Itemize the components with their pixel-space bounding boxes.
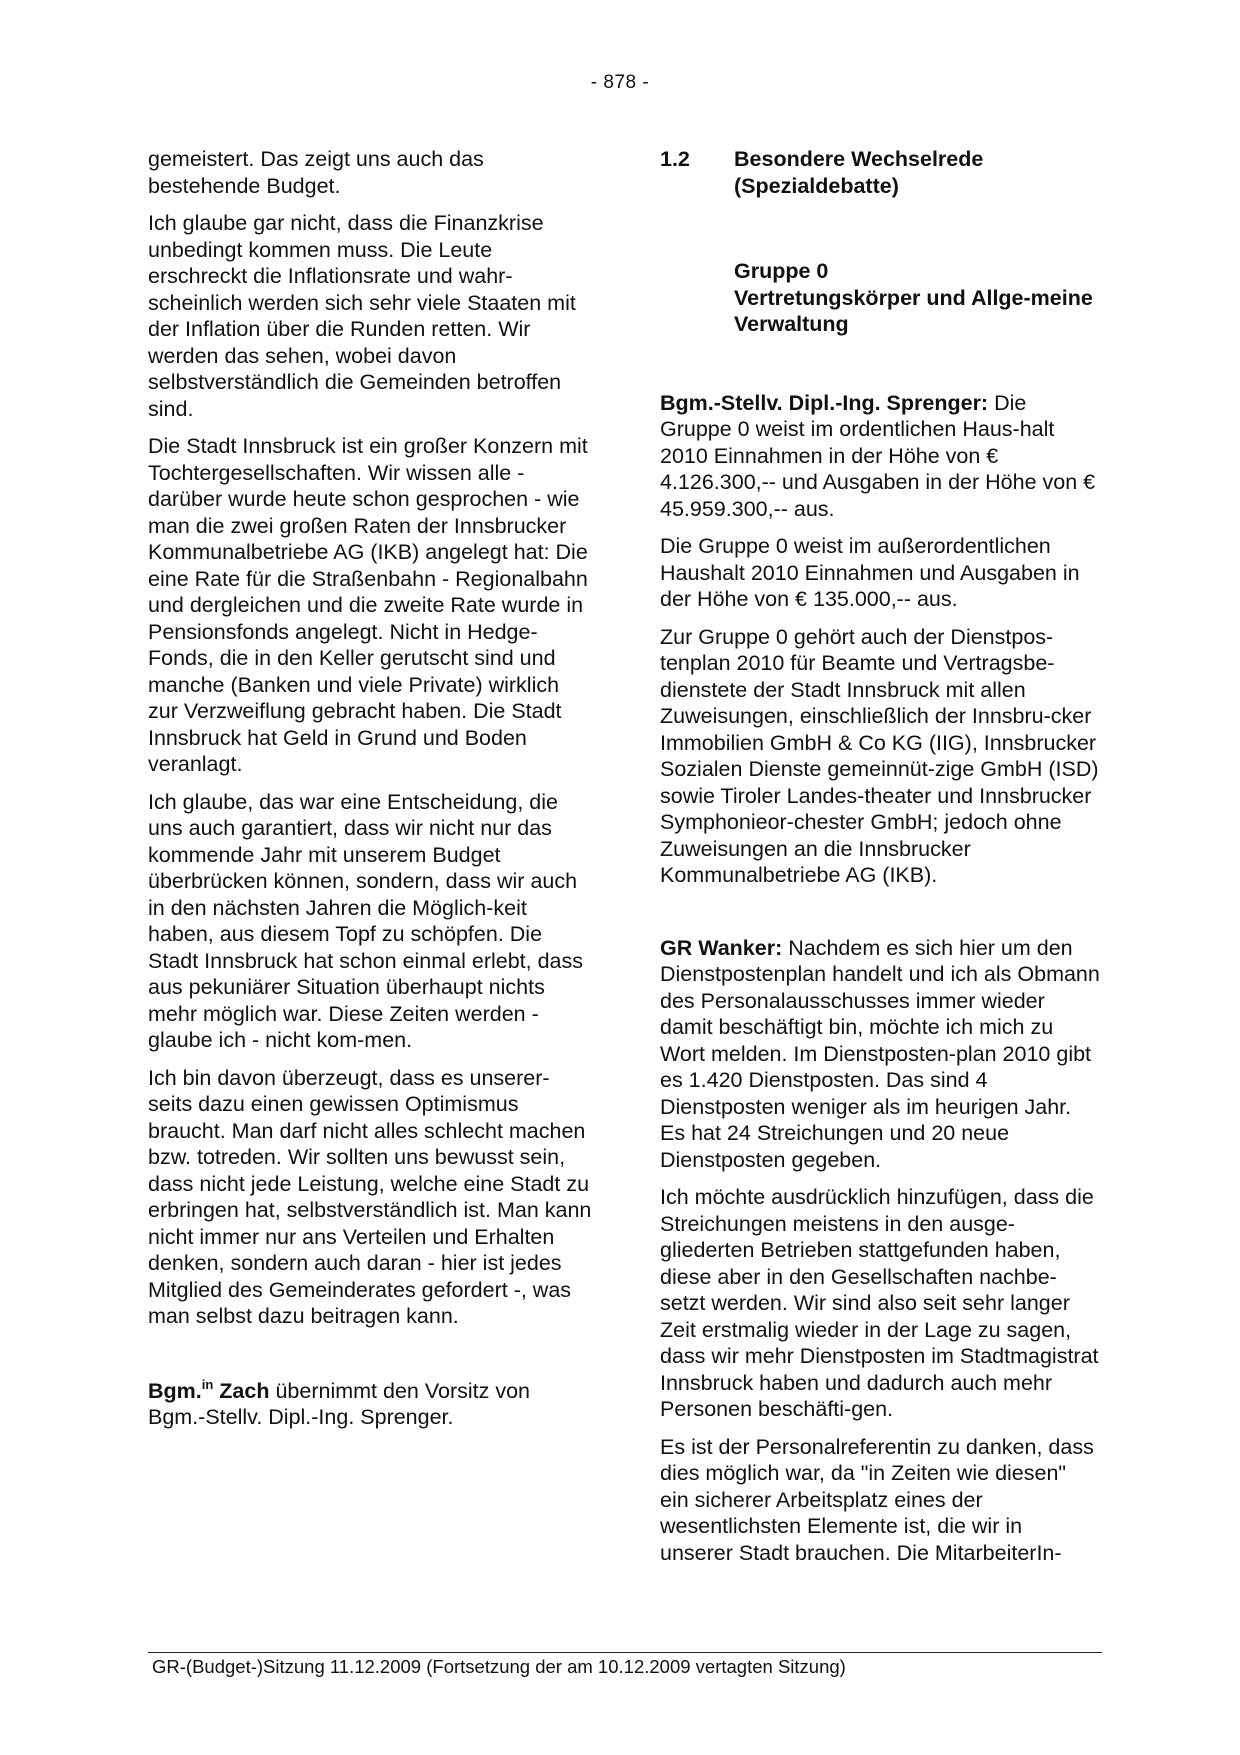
group-heading <box>734 258 1100 338</box>
superscript-in: in <box>201 1376 214 1392</box>
group-subtitle: Vertretungskörper und Allge-meine Verwaltung <box>734 285 1093 336</box>
speaker-label: GR Wanker: <box>660 935 783 960</box>
right-column <box>660 146 1100 1577</box>
chair-note-text: übernimmt den Vorsitz von Bgm.-Stellv. Dipl.-Ing. Sprenger. <box>148 1378 530 1429</box>
paragraph: Ich möchte ausdrücklich hinzufügen, dass die Streichungen meistens in den ausge-gliederten Betrieben stattgefunden haben, diese aber in den Gesellschaften nachbe-setzt werden. Wir sind also seit sehr langer Zeit erstmalig wieder in der Lage zu sagen, dass wir mehr Dienstposten im Stadtmagistrat Innsbruck haben und dadurch auch mehr Personen beschäfti-gen. <box>660 1185 1099 1421</box>
footer-text: GR-(Budget-)Sitzung 11.12.2009 (Fortsetzung der am 10.12.2009 vertagten Sitzung) <box>152 1656 846 1677</box>
paragraph: Es ist der Personalreferentin zu danken, dass dies möglich war, da "in Zeiten wie diesen" ein sicherer Arbeitsplatz eines der wesentlichsten Elemente ist, die wir in unserer Stadt brauchen. Die MitarbeiterIn- <box>660 1434 1094 1565</box>
speech-wanker: GR Wanker: Nachdem es sich hier um den Dienstpostenplan handelt und ich als Obmann des Personalausschusses immer wieder damit beschäftigt bin, möchte ich mich zu Wort melden. Im Dienstposten-plan 2010 gibt es 1.420 Dienstposten. Das sind 4 Dienstposten weniger als im heurigen Jahr. Es hat 24 Streichungen und 20 neue Dienstposten gegeben. <box>660 935 1100 1172</box>
group-title: Gruppe 0 <box>734 259 829 283</box>
speaker-label: Bgm.$^{in}$ Zach <box>148 1376 270 1403</box>
footer-divider <box>148 1652 1102 1653</box>
page-number: - 878 - <box>590 72 650 93</box>
paragraph: gemeistert. Das zeigt uns auch das bestehende Budget. <box>148 147 484 198</box>
paragraph: Ich glaube gar nicht, dass die Finanzkrise unbedingt kommen muss. Die Leute erschreckt die Inflationsrate und wahr-scheinlich werden sich sehr viele Staaten mit der Inflation über die Runden retten. Wir werden das sehen, wobei davon selbstverständlich die Gemeinden betroffen sind. <box>148 211 576 421</box>
chair-change-note <box>148 1378 593 1431</box>
speaker-label: Bgm.-Stellv. Dipl.-Ing. Sprenger: <box>660 390 989 415</box>
paragraph: Ich glaube, das war eine Entscheidung, die uns auch garantiert, dass wir nicht nur das kommende Jahr mit unserem Budget überbrücken können, sondern, dass wir auch in den nächsten Jahren die Möglich-keit haben, aus diesem Topf zu schöpfen. Die Stadt Innsbruck hat schon einmal erlebt, dass aus pekuniärer Situation überhaupt nichts mehr möglich war. Diese Zeiten werden - glaube ich - nicht kom-men. <box>148 789 584 1052</box>
paragraph: Die Gruppe 0 weist im außerordentlichen Haushalt 2010 Einnahmen und Ausgaben in der Höhe von € 135.000,-- aus. <box>660 534 1080 611</box>
left-column <box>148 146 593 1442</box>
paragraph: Die Stadt Innsbruck ist ein großer Konzern mit Tochtergesellschaften. Wir wissen alle - darüber wurde heute schon gesprochen - wie man die zwei großen Raten der Innsbrucker Kommunalbetriebe AG (IKB) angelegt hat: Die eine Rate für die Straßenbahn - Regionalbahn und dergleichen und die zweite Rate wurde in Pensionsfonds angelegt. Nicht in Hedge-Fonds, die in den Keller gerutscht sind und manche (Banken und viele Private) wirklich zur Verzweiflung gebracht haben. Die Stadt Innsbruck hat Geld in Grund und Boden veranlagt. <box>148 434 588 776</box>
section-heading <box>660 146 1100 199</box>
paragraph: Zur Gruppe 0 gehört auch der Dienstpos-tenplan 2010 für Beamte und Vertragsbe-dienstete der Stadt Innsbruck mit allen Zuweisungen, einschließlich der Innsbru-cker Immobilien GmbH & Co KG (IIG), Innsbrucker Sozialen Dienste gemeinnüt-zige GmbH (ISD) sowie Tiroler Landes-theater und Innsbrucker Symphonieor-chester GmbH; jedoch ohne Zuweisungen an die Innsbrucker Kommunalbetriebe AG (IKB). <box>660 624 1099 887</box>
paragraph: Ich bin davon überzeugt, dass es unserer-seits dazu einen gewissen Optimismus braucht. Man darf nicht alles schlecht machen bzw. totreden. Wir sollten uns bewusst sein, dass nicht jede Leistung, welche eine Stadt zu erbringen hat, selbstverständlich ist. Man kann nicht immer nur ans Verteilen und Erhalten denken, sondern auch daran - hier ist jedes Mitglied des Gemeinderates gefordert -, was man selbst dazu beitragen kann. <box>148 1065 592 1328</box>
speech-sprenger: Bgm.-Stellv. Dipl.-Ing. Sprenger: Die Gruppe 0 weist im ordentlichen Haus-halt 2010 Einnahmen in der Höhe von € 4.126.300,-- und Ausgaben in der Höhe von € 45.959.300,-- aus. <box>660 390 1096 521</box>
section-number: 1.2 <box>660 147 690 171</box>
section-title: Besondere Wechselrede (Spezialdebatte) <box>734 147 984 198</box>
